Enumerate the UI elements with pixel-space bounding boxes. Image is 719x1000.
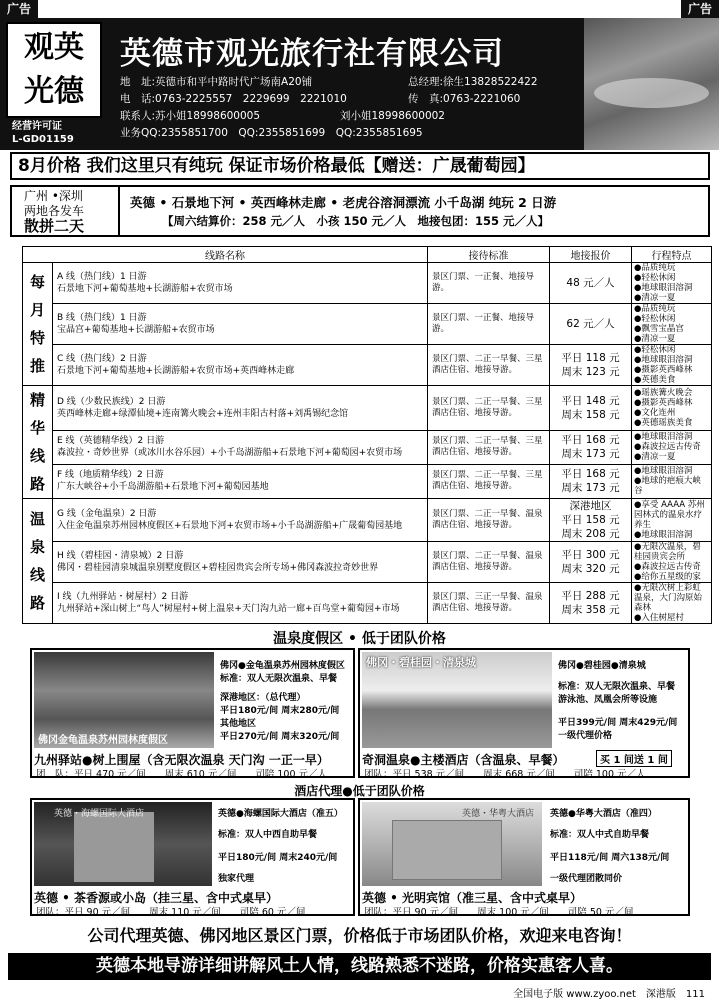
table-row (23, 263, 712, 304)
hailuo-details: 英德●海螺国际大酒店（准五） 标准：双人中西自助早餐 平日180元/间 周末240元/间 独家代理 (218, 809, 343, 884)
route-price: 平日 168 元 周末 173 元 (550, 430, 632, 464)
promo-banner: 8月价格 我们这里只有纯玩 保证市场价格最低【赠送：广晟葡萄园】 (10, 152, 710, 180)
table-row (23, 583, 712, 624)
col-standard: 接待标准 (428, 247, 550, 263)
hotspring-panel-jingui (30, 648, 355, 778)
biguiyuan-details: 佛冈●碧桂园●清泉城 标准：双人无限次温泉、早餐 游泳池、凤凰会所等设施 平日399元/间 周末429元/间 一级代理价格 (558, 661, 678, 741)
route-features: ●无限次树上彩虹温泉，大门沟原始森林 ●入住树屋村 (632, 583, 712, 624)
departure-box (10, 185, 710, 237)
guangming-caption: 英德 • 光明宾馆（准三星、含中式桌早） (362, 891, 583, 905)
route-features: ●瑶族篝火晚会 ●摄影英西峰林 ●文化连州 ●英德瑶族美食 (632, 386, 712, 431)
company-name: 英德市观光旅行社有限公司 (120, 36, 504, 72)
route-features: ●无限次温泉，碧桂园贵宾会所 ●森波拉远古传奇 ●给你五星级的家 (632, 542, 712, 583)
chaxiangyuan-prices: 团队：平日 90 元／间 周末 110 元／间 司陪 60 元／间 (36, 907, 306, 918)
route-name: D 线（少数民族线）2 日游 英西峰林走廊+绿潭仙境+连南篝火晚会+连州丰阳古村落+刘禹锡纪念馆 (53, 386, 428, 431)
table-row (23, 499, 712, 542)
route-features: ●轻松休闲 ●地球眼泪溶洞 ●摄影英西峰林 ●英德美食 (632, 345, 712, 386)
route-name: I 线（九州驿站・树屋村）2 日游 九州驿站+深山树上“鸟人”树屋村+树上温泉+天门沟九站一廊+百鸟堂+葡萄园+市场 (53, 583, 428, 624)
route-price: 深港地区 平日 158 元 周末 208 元 (550, 499, 632, 542)
table-header-row (23, 247, 712, 263)
route-standard: 景区门票、二正一早餐、三星酒店住宿、地接导游。 (428, 345, 550, 386)
route-standard: 景区门票、二正一早餐、三星酒店住宿、地接导游。 (428, 430, 550, 464)
route-category: 每 月 特 推 (23, 263, 53, 386)
hailuo-hotel-photo: 英德・海螺国际大酒店 (34, 802, 212, 886)
route-standard: 景区门票、一正餐、地接导游。 (428, 263, 550, 304)
table-row (23, 304, 712, 345)
route-price: 62 元／人 (550, 304, 632, 345)
hotel-title: 酒店代理●低于团队价格 (294, 784, 425, 798)
license-info: 经营许可证 L-GD01159 (12, 121, 74, 145)
agency-logo: 观英 光德 (6, 22, 102, 118)
promo-badge: 买 1 间送 1 间 (596, 750, 672, 767)
huayue-details: 英德●华粤大酒店（准四） 标准：双人中式自助早餐 平日118元/间 周六138元/间 一级代理团散同价 (550, 809, 670, 884)
ad-tag-right: 广告 (681, 0, 719, 18)
route-name: E 线（英德精华线）2 日游 森波拉・奇妙世界（或冰川水谷乐园）+小千岛湖游船+石景地下河+葡萄园+农贸市场 (53, 430, 428, 464)
route-name: B 线（热门线）1 日游 宝晶宫+葡萄基地+长湖游船+农贸市场 (53, 304, 428, 345)
col-features: 行程特点 (632, 247, 712, 263)
table-row (23, 542, 712, 583)
route-table (22, 246, 712, 624)
route-features: ●品质纯玩 ●轻松休闲 ●地球眼泪溶洞 ●清凉一夏 (632, 263, 712, 304)
chaxiangyuan-caption: 英德 • 茶香源或小岛（挂三星、含中式桌早） (34, 891, 279, 905)
departure-cities: 广州 •深圳 两地各发车 散拼二天 (12, 187, 120, 235)
jingui-prices: 团 队：平日 470 元／间 周末 610 元／间 司陪 100 元／人 (36, 769, 328, 780)
address: 地 址:英德市和平中路时代广场南A20铺 (120, 76, 313, 88)
business-qq: 业务QQ:2355851700 QQ:2355851699 QQ:2355851695 (120, 127, 423, 139)
table-row (23, 345, 712, 386)
route-name: H 线（碧桂园・清泉城）2 日游 佛冈・碧桂园清泉城温泉别墅度假区+碧桂园贵宾会所专场+佛冈森波拉奇妙世界 (53, 542, 428, 583)
col-price: 地接报价 (550, 247, 632, 263)
qidong-prices: 团队：平日 538 元／间 周末 668 元／间 司陪 100 元／人 (364, 769, 646, 780)
route-features: ●地球眼泪溶洞 ●森波拉远古传奇 ●清凉一夏 (632, 430, 712, 464)
guangming-prices: 团队：平日 90 元／间 周末 100 元／间 司陪 50 元／间 (364, 907, 634, 918)
route-category: 精 华 线 路 (23, 386, 53, 499)
page-footer: 全国电子版 www.zyoo.net 深港版 111 (513, 989, 705, 1000)
agency-header (0, 18, 719, 150)
table-row (23, 464, 712, 498)
route-standard: 景区门票、二正一早餐、三星酒店住宿、地接导游。 (428, 386, 550, 431)
route-features: ●品质纯玩 ●轻松休闲 ●飘雪宝晶宫 ●清凉一夏 (632, 304, 712, 345)
hotel-panel-huayue (358, 798, 690, 916)
route-features: ●享受 AAAA 苏州园林式的温泉水疗养生 ●地球眼泪溶洞 (632, 499, 712, 542)
hotel-panel-hailuo (30, 798, 355, 916)
ticket-agency-note: 公司代理英德、佛冈地区景区门票，价格低于市场团队价格，欢迎来电咨询！ (87, 926, 632, 945)
contact-su: 联系人:苏小姐18998600005 (120, 110, 261, 122)
route-name: G 线（金龟温泉）2 日游 入住金龟温泉苏州园林度假区+石景地下河+农贸市场+小千岛湖游船+广晟葡萄园基地 (53, 499, 428, 542)
route-category: 温 泉 线 路 (23, 499, 53, 624)
route-price: 平日 300 元 周末 320 元 (550, 542, 632, 583)
jingui-caption: 九州驿站●树上围屋（含无限次温泉 天门沟 一正一早） (34, 753, 329, 767)
col-route: 线路名称 (23, 247, 428, 263)
hotspring-title: 温泉度假区 • 低于团队价格 (273, 631, 446, 647)
two-day-route: 英德 • 石景地下河 • 英西峰林走廊 • 老虎谷溶洞漂流 小千岛湖 纯玩 2 日游 (130, 195, 557, 210)
huayue-hotel-photo: 英德・华粤大酒店 (362, 802, 542, 886)
route-price: 平日 148 元 周末 158 元 (550, 386, 632, 431)
qidong-caption: 奇洞温泉●主楼酒店（含温泉、早餐） (362, 753, 565, 767)
route-standard: 景区门票、二正一早餐、温泉酒店住宿、地接导游。 (428, 499, 550, 542)
river-landscape-photo (584, 18, 719, 150)
route-standard: 景区门票、二正一早餐、三星酒店住宿、地接导游。 (428, 464, 550, 498)
ad-tag-left: 广告 (0, 0, 38, 18)
route-name: F 线（地质精华线）2 日游 广东大峡谷+小千岛湖游船+石景地下河+葡萄园基地 (53, 464, 428, 498)
two-day-price: 【周六结算价：258 元／人 小孩 150 元／人 地接包团：155 元／人】 (162, 214, 550, 228)
fax: 传 真:0763-2221060 (408, 93, 521, 105)
route-price: 48 元／人 (550, 263, 632, 304)
route-name: A 线（热门线）1 日游 石景地下河+葡萄基地+长湖游船+农贸市场 (53, 263, 428, 304)
jingui-hotspring-photo: 佛冈金龟温泉苏州园林度假区 (34, 652, 214, 748)
route-standard: 景区门票、二正一早餐、温泉酒店住宿、地接导游。 (428, 542, 550, 583)
hotspring-panel-biguiyuan (358, 648, 690, 778)
phone: 电 话:0763-2225557 2229699 2221010 (120, 93, 347, 105)
route-features: ●地球眼泪溶洞 ●地球的疤痕大峡谷 (632, 464, 712, 498)
table-row (23, 386, 712, 431)
biguiyuan-photo: 佛冈・碧桂园・清泉城 (362, 652, 552, 748)
route-price: 平日 118 元 周末 123 元 (550, 345, 632, 386)
jingui-details: 佛冈●金龟温泉苏州园林度假区 标准：双人无限次温泉、早餐 深港地区：（总代理） 平日180元/间 周末280元/间 其他地区 平日270元/间 周末320元/间 (220, 661, 345, 742)
route-standard: 景区门票、三正一早餐、温泉酒店住宿、地接导游。 (428, 583, 550, 624)
table-row (23, 430, 712, 464)
route-standard: 景区门票、一正餐、地接导游。 (428, 304, 550, 345)
contact-liu: 刘小姐18998600002 (340, 110, 445, 122)
route-name: C 线（热门线）2 日游 石景地下河+葡萄基地+长湖游船+农贸市场+英西峰林走廊 (53, 345, 428, 386)
route-price: 平日 168 元 周末 173 元 (550, 464, 632, 498)
route-price: 平日 288 元 周末 358 元 (550, 583, 632, 624)
guide-slogan: 英德本地导游详细讲解风土人情，线路熟悉不迷路，价格实惠客人喜。 (8, 953, 711, 980)
manager: 总经理:徐生13828522422 (408, 76, 538, 88)
